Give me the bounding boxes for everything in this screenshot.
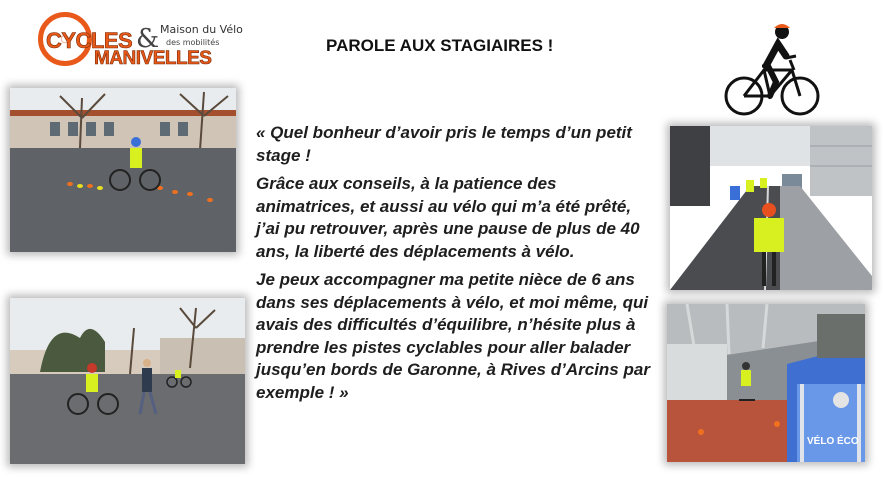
- photo-courtyard-cycling: [10, 298, 245, 464]
- quote-paragraph-1: « Quel bonheur d’avoir pris le temps d’un petit stage !: [256, 123, 632, 165]
- quote-paragraph-3: Je peux accompagner ma petite nièce de 6 ans dans ses déplacements à vélo, et moi même, qui avais des difficultés d’équilibre, n’hésite plus à prendre les pistes cyclables pour aller balader jusqu’en bords de Garonne, à Rives d’Arcins par exemple ! »: [256, 270, 650, 402]
- vest-text: VÉLO ÉCO: [807, 436, 859, 447]
- testimonial-quote: [256, 122, 652, 410]
- logo-tagline-maison: Maison du Vélo: [160, 23, 243, 36]
- quote-paragraph-2: Grâce aux conseils, à la patience des animatrices, et aussi au vélo qui m’a été prêté, j’ai pu retrouver, après une pause de plus de 40 ans, la liberté des déplacements à vélo.: [256, 174, 640, 261]
- cyclist-illustration-icon: [722, 10, 822, 120]
- cycles-manivelles-logo: [36, 10, 243, 72]
- photo-covered-area-vest: [667, 304, 865, 462]
- logo-tagline-mobilites: des mobilités: [166, 38, 220, 47]
- logo-text-manivelles: MANIVELLES: [94, 48, 212, 69]
- photo-bike-lane-group: [670, 126, 872, 290]
- logo-text-cycles: CYCLES: [46, 28, 133, 53]
- photo-schoolyard-cones: [10, 88, 236, 252]
- page-title: PAROLE AUX STAGIAIRES !: [326, 36, 554, 55]
- logo-ampersand: &: [136, 24, 160, 54]
